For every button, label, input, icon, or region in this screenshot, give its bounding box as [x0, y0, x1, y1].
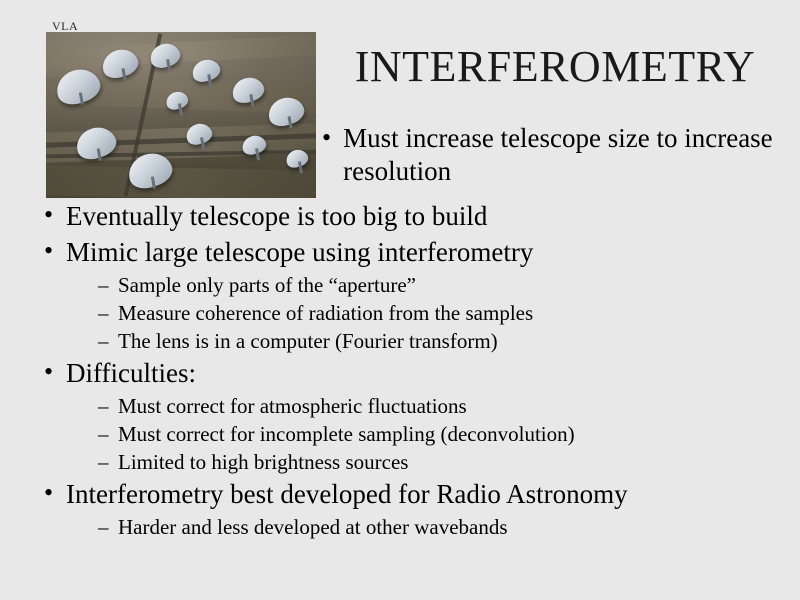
- bullet-item: [44, 200, 784, 232]
- bullet-text: Eventually telescope is too big to build: [66, 201, 488, 231]
- bullet-marker: •: [44, 478, 54, 508]
- bullet-text: Difficulties:: [66, 358, 196, 389]
- bullet-marker: –: [98, 329, 109, 354]
- bullet-item: [98, 515, 784, 540]
- bullet-marker: –: [98, 300, 109, 325]
- terrain-band: [46, 33, 316, 70]
- bullet-item: [98, 422, 784, 447]
- bullet-marker: •: [44, 236, 54, 266]
- top-bullet-text: Must increase telescope size to increase resolution: [343, 123, 773, 186]
- bullet-item: [98, 450, 784, 475]
- bullet-text: Must correct for atmospheric fluctuations: [118, 393, 467, 418]
- vla-radio-telescope-array-photo: [46, 32, 316, 198]
- bullet-text: Limited to high brightness sources: [118, 450, 409, 475]
- bullet-item: [44, 357, 784, 389]
- bullet-text: Interferometry best developed for Radio Astronomy: [66, 479, 628, 510]
- bullet-item: [98, 329, 784, 354]
- bullet-item: [98, 273, 784, 298]
- bullet-item: [44, 478, 784, 510]
- bullet-text: Harder and less developed at other wavebands: [118, 514, 508, 539]
- top-bullet-item: [322, 122, 792, 188]
- bullet-marker: –: [98, 514, 109, 539]
- vla-image-block: [46, 22, 316, 198]
- bullet-item: [98, 301, 784, 326]
- bullet-item: [98, 394, 784, 419]
- bullet-marker: –: [98, 272, 109, 297]
- slide-title: INTERFEROMETRY: [354, 42, 756, 91]
- bullet-text: Must correct for incomplete sampling (deconvolution): [118, 421, 575, 446]
- terrain-band: [46, 165, 316, 198]
- bullet-list: [44, 198, 784, 543]
- bullet-text: Measure coherence of radiation from the samples: [118, 300, 534, 325]
- bullet-text: The lens is in a computer (Fourier transform): [118, 329, 498, 354]
- bullet-marker: •: [44, 200, 54, 229]
- bullet-text: Sample only parts of the “aperture”: [118, 272, 416, 297]
- image-caption: VLA: [52, 19, 79, 33]
- bullet-text: Mimic large telescope using interferometry: [66, 237, 534, 268]
- bullet-marker: •: [44, 357, 54, 387]
- bullet-marker: •: [322, 123, 332, 152]
- bullet-marker: –: [98, 421, 109, 446]
- bullet-marker: –: [98, 450, 109, 475]
- bullet-item: [44, 236, 784, 268]
- bullet-marker: –: [98, 393, 109, 418]
